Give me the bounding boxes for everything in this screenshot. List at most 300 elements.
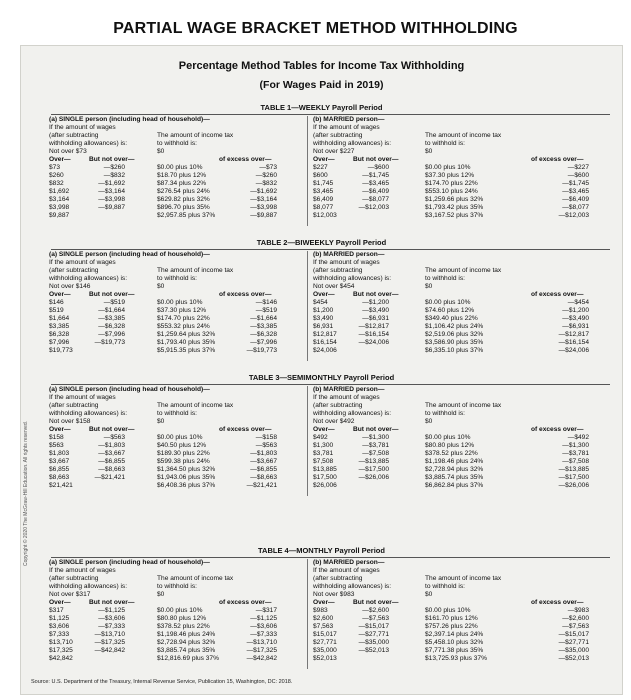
excess-column — [549, 434, 589, 490]
table-cell: —$6,409 — [362, 188, 389, 195]
table-cell: $42,842 — [49, 655, 73, 662]
over-header: Over— — [49, 156, 71, 163]
section-heading: (a) SINGLE person (including head of household)— — [49, 251, 210, 258]
excess-over-header: of excess over— — [531, 156, 584, 163]
table-cell: $13,885 — [313, 466, 337, 473]
over-column — [313, 299, 339, 355]
after-subtracting-label: (after subtracting — [49, 402, 99, 409]
if-amount-label: If the amount of wages — [313, 394, 380, 401]
table-cell: $7,333 — [49, 631, 70, 638]
table-caption-4: TABLE 4—MONTHLY Payroll Period — [258, 546, 385, 555]
table-cell: $161.70 plus 12% — [425, 615, 478, 622]
table-cell: $1,793.42 plus 35% — [425, 204, 484, 211]
table-cell: —$600 — [367, 164, 389, 171]
table-cell: —$9,887 — [250, 212, 277, 219]
table-cell: $1,106.42 plus 24% — [425, 323, 484, 330]
wages-period: (For Wages Paid in 2019) — [259, 79, 384, 91]
single-section-1 — [49, 116, 329, 236]
table-cell: $13,710 — [49, 639, 73, 646]
table-cell: —$3,781 — [562, 450, 589, 457]
table-cell: $276.54 plus 24% — [157, 188, 210, 195]
table-cell: $7,996 — [49, 339, 70, 346]
table-cell: —$146 — [255, 299, 277, 306]
excess-column — [549, 299, 589, 355]
table-cell: $1,745 — [313, 180, 334, 187]
table-cell: $1,198.46 plus 24% — [157, 631, 216, 638]
table-cell: $17,500 — [313, 474, 337, 481]
table-cell: $896.70 plus 35% — [157, 204, 210, 211]
not-over-row — [49, 591, 329, 599]
table-cell: —$1,200 — [362, 299, 389, 306]
not-over-value: Not over $983 — [313, 591, 355, 598]
table-cell: $227 — [313, 164, 328, 171]
to-withhold-label: to withhold is: — [425, 275, 465, 282]
table-cell: —$3,998 — [250, 204, 277, 211]
table-cell: $189.30 plus 22% — [157, 450, 210, 457]
table-cell: $6,409 — [313, 196, 334, 203]
table-cell: —$260 — [255, 172, 277, 179]
table-cell: $146 — [49, 299, 64, 306]
table-cell: —$13,885 — [558, 466, 589, 473]
table-cell: —$24,006 — [358, 339, 389, 346]
table-cell: $9,887 — [49, 212, 70, 219]
if-amount-label: If the amount of wages — [49, 394, 116, 401]
table-rule — [51, 249, 610, 250]
table-cell: $19,773 — [49, 347, 73, 354]
table-cell: $3,385 — [49, 323, 70, 330]
table-cell: —$1,803 — [98, 442, 125, 449]
table-cell: $18.70 plus 12% — [157, 172, 207, 179]
table-cell: —$52,013 — [558, 655, 589, 662]
not-over-row — [313, 418, 593, 426]
over-column — [49, 434, 75, 490]
table-cell: —$12,817 — [558, 331, 589, 338]
column-header-row — [49, 426, 329, 434]
withholding-label: withholding allowances) is: — [49, 275, 128, 282]
after-subtracting-label: (after subtracting — [313, 575, 363, 582]
table-cell: —$2,600 — [562, 615, 589, 622]
section-heading: (a) SINGLE person (including head of household)— — [49, 559, 210, 566]
not-over-row — [49, 283, 329, 291]
table-cell: —$26,006 — [358, 474, 389, 481]
table-cell: —$563 — [255, 442, 277, 449]
not-over-value: Not over $158 — [49, 418, 91, 425]
table-cell: $629.82 plus 32% — [157, 196, 210, 203]
table-cell: $1,125 — [49, 615, 70, 622]
table-cell: —$15,017 — [358, 623, 389, 630]
column-header-row — [313, 156, 593, 164]
table-cell: —$1,300 — [362, 434, 389, 441]
table-cell: —$1,745 — [562, 180, 589, 187]
table-cell: $40.50 plus 12% — [157, 442, 207, 449]
over-header: Over— — [313, 156, 335, 163]
section-heading: (b) MARRIED person— — [313, 116, 385, 123]
amount-column — [157, 299, 237, 355]
zero-tax-value: $0 — [425, 591, 433, 598]
table-rule — [51, 114, 610, 115]
not-over-row — [313, 283, 593, 291]
table-cell: $553.32 plus 24% — [157, 323, 210, 330]
table-cell: —$13,710 — [246, 639, 277, 646]
table-cell: $3,167.52 plus 37% — [425, 212, 484, 219]
table-cell: $158 — [49, 434, 64, 441]
table-cell: $1,259.64 plus 32% — [157, 331, 216, 338]
single-section-4 — [49, 559, 329, 679]
table-cell: —$1,125 — [250, 615, 277, 622]
married-section-3 — [313, 386, 593, 506]
table-cell: —$9,887 — [98, 204, 125, 211]
table-cell: —$17,325 — [246, 647, 277, 654]
table-cell: $378.52 plus 22% — [157, 623, 210, 630]
table-cell: —$42,842 — [94, 647, 125, 654]
if-amount-label: If the amount of wages — [49, 124, 116, 131]
table-cell: —$35,000 — [358, 639, 389, 646]
table-cell: $7,771.38 plus 35% — [425, 647, 484, 654]
over-column — [313, 164, 339, 220]
table-cell: —$35,000 — [558, 647, 589, 654]
table-cell: $492 — [313, 434, 328, 441]
section-heading: (b) MARRIED person— — [313, 251, 385, 258]
amount-tax-label: The amount of income tax — [157, 132, 234, 139]
but-not-over-column — [85, 434, 125, 482]
table-cell: —$19,773 — [246, 347, 277, 354]
table-cell: $87.34 plus 22% — [157, 180, 207, 187]
table-cell: $73 — [49, 164, 61, 171]
to-withhold-label: to withhold is: — [425, 410, 465, 417]
table-cell: —$227 — [567, 164, 589, 171]
zero-tax-value: $0 — [425, 283, 433, 290]
table-cell: $1,200 — [313, 307, 334, 314]
table-cell: $26,006 — [313, 482, 337, 489]
table-cell: $6,862.84 plus 37% — [425, 482, 484, 489]
table-cell: $317 — [49, 607, 64, 614]
excess-over-header: of excess over— — [219, 291, 272, 298]
table-cell: —$158 — [255, 434, 277, 441]
but-not-over-column — [349, 434, 389, 482]
but-not-over-header: But not over— — [353, 291, 399, 298]
not-over-value: Not over $73 — [49, 148, 87, 155]
zero-tax-value: $0 — [157, 283, 165, 290]
excess-over-header: of excess over— — [219, 156, 272, 163]
table-cell: —$7,333 — [98, 623, 125, 630]
amount-tax-label: The amount of income tax — [425, 267, 502, 274]
table-cell: —$519 — [255, 307, 277, 314]
table-cell: —$492 — [567, 434, 589, 441]
table-cell: —$832 — [255, 180, 277, 187]
table-cell: $0.00 plus 10% — [157, 299, 203, 306]
not-over-row — [49, 148, 329, 156]
table-cell: —$21,421 — [94, 474, 125, 481]
subtitle: Percentage Method Tables for Income Tax Withholding — [178, 60, 465, 72]
table-cell: —$21,421 — [246, 482, 277, 489]
table-cell: $1,943.06 plus 35% — [157, 474, 216, 481]
after-subtracting-label: (after subtracting — [49, 575, 99, 582]
but-not-over-column — [349, 164, 389, 212]
table-cell: —$6,931 — [562, 323, 589, 330]
table-cell: —$260 — [103, 164, 125, 171]
table-cell: $349.40 plus 22% — [425, 315, 478, 322]
table-cell: —$7,996 — [250, 339, 277, 346]
not-over-value: Not over $227 — [313, 148, 355, 155]
table-cell: —$1,803 — [250, 450, 277, 457]
excess-over-header: of excess over— — [531, 291, 584, 298]
zero-tax-value: $0 — [157, 418, 165, 425]
table-cell: $6,328 — [49, 331, 70, 338]
amount-column — [425, 607, 505, 663]
withholding-label: withholding allowances) is: — [313, 275, 392, 282]
table-cell: $5,915.35 plus 37% — [157, 347, 216, 354]
table-cell: —$15,017 — [558, 631, 589, 638]
table-cell: —$3,490 — [562, 315, 589, 322]
table-cell: $0.00 plus 10% — [157, 607, 203, 614]
over-header: Over— — [313, 426, 335, 433]
table-cell: $24,006 — [313, 347, 337, 354]
table-cell: —$3,465 — [362, 180, 389, 187]
single-section-3 — [49, 386, 329, 506]
table-cell: $2,600 — [313, 615, 334, 622]
table-cell: $8,663 — [49, 474, 70, 481]
table-cell: —$3,385 — [98, 315, 125, 322]
table-cell: $80.80 plus 12% — [157, 615, 207, 622]
table-cell: —$1,745 — [362, 172, 389, 179]
table-cell: —$7,563 — [562, 623, 589, 630]
table-cell: $378.52 plus 22% — [425, 450, 478, 457]
if-amount-label: If the amount of wages — [313, 259, 380, 266]
over-header: Over— — [313, 599, 335, 606]
section-heading: (b) MARRIED person— — [313, 386, 385, 393]
table-cell: —$1,125 — [98, 607, 125, 614]
copyright-notice: Copyright © 2020 The McGraw-Hill Education. All rights reserved. — [23, 420, 29, 566]
table-cell: $174.70 plus 22% — [425, 180, 478, 187]
to-withhold-label: to withhold is: — [157, 410, 197, 417]
not-over-row — [313, 591, 593, 599]
table-cell: —$3,998 — [98, 196, 125, 203]
zero-tax-value: $0 — [157, 148, 165, 155]
amount-tax-label: The amount of income tax — [157, 267, 234, 274]
table-cell: —$7,563 — [362, 615, 389, 622]
table-cell: $8,077 — [313, 204, 334, 211]
section-heading: (a) SINGLE person (including head of household)— — [49, 386, 210, 393]
table-cell: $7,563 — [313, 623, 334, 630]
table-cell: $2,728.94 plus 32% — [157, 639, 216, 646]
table-cell: —$3,606 — [250, 623, 277, 630]
table-caption-3: TABLE 3—SEMIMONTHLY Payroll Period — [248, 373, 395, 382]
table-cell: $6,855 — [49, 466, 70, 473]
table-cell: —$12,817 — [358, 323, 389, 330]
column-header-row — [313, 599, 593, 607]
amount-tax-label: The amount of income tax — [157, 402, 234, 409]
table-cell: —$8,663 — [98, 466, 125, 473]
table-cell: $5,458.10 plus 32% — [425, 639, 484, 646]
table-cell: —$13,885 — [358, 458, 389, 465]
excess-over-header: of excess over— — [531, 599, 584, 606]
but-not-over-column — [85, 607, 125, 655]
not-over-value: Not over $492 — [313, 418, 355, 425]
table-cell: $74.60 plus 12% — [425, 307, 475, 314]
table-cell: —$17,500 — [358, 466, 389, 473]
but-not-over-column — [349, 607, 389, 655]
table-cell: —$42,842 — [246, 655, 277, 662]
table-cell: —$3,465 — [562, 188, 589, 195]
table-cell: —$519 — [103, 299, 125, 306]
table-cell: —$19,773 — [94, 339, 125, 346]
table-cell: —$6,855 — [98, 458, 125, 465]
but-not-over-header: But not over— — [353, 156, 399, 163]
married-section-2 — [313, 251, 593, 371]
table-cell: —$8,077 — [362, 196, 389, 203]
table-cell: —$3,667 — [98, 450, 125, 457]
table-rule — [51, 384, 610, 385]
table-cell: $2,957.85 plus 37% — [157, 212, 216, 219]
after-subtracting-label: (after subtracting — [313, 267, 363, 274]
amount-tax-label: The amount of income tax — [157, 575, 234, 582]
table-cell: $6,335.10 plus 37% — [425, 347, 484, 354]
withholding-label: withholding allowances) is: — [49, 410, 128, 417]
withholding-label: withholding allowances) is: — [49, 140, 128, 147]
table-cell: $3,998 — [49, 204, 70, 211]
table-cell: —$1,664 — [98, 307, 125, 314]
table-cell: —$7,996 — [98, 331, 125, 338]
source-note: Source: U.S. Department of the Treasury, Internal Revenue Service, Publication 15, Washington, DC: 2018. — [31, 679, 293, 685]
table-cell: —$3,606 — [98, 615, 125, 622]
table-cell: $757.26 plus 22% — [425, 623, 478, 630]
column-header-row — [49, 599, 329, 607]
but-not-over-column — [85, 164, 125, 212]
excess-column — [237, 434, 277, 490]
over-column — [49, 164, 75, 220]
table-cell: $1,198.46 plus 24% — [425, 458, 484, 465]
table-cell: —$3,164 — [250, 196, 277, 203]
over-column — [49, 299, 75, 355]
if-amount-label: If the amount of wages — [313, 567, 380, 574]
table-cell: —$17,325 — [94, 639, 125, 646]
but-not-over-header: But not over— — [89, 426, 135, 433]
table-cell: —$1,300 — [562, 442, 589, 449]
married-section-4 — [313, 559, 593, 679]
amount-tax-label: The amount of income tax — [425, 132, 502, 139]
table-cell: $12,817 — [313, 331, 337, 338]
table-cell: —$27,771 — [558, 639, 589, 646]
table-cell: $13,725.93 plus 37% — [425, 655, 487, 662]
amount-column — [157, 164, 237, 220]
table-cell: —$600 — [567, 172, 589, 179]
table-cell: $2,728.94 plus 32% — [425, 466, 484, 473]
to-withhold-label: to withhold is: — [425, 140, 465, 147]
table-cell: $16,154 — [313, 339, 337, 346]
table-cell: —$7,508 — [362, 450, 389, 457]
column-header-row — [313, 291, 593, 299]
withholding-label: withholding allowances) is: — [313, 410, 392, 417]
withholding-label: withholding allowances) is: — [313, 583, 392, 590]
table-caption-1: TABLE 1—WEEKLY Payroll Period — [260, 103, 383, 112]
table-cell: —$6,409 — [562, 196, 589, 203]
column-header-row — [49, 291, 329, 299]
excess-over-header: of excess over— — [531, 426, 584, 433]
table-cell: $15,017 — [313, 631, 337, 638]
amount-column — [425, 434, 505, 490]
table-rule — [51, 557, 610, 558]
but-not-over-column — [349, 299, 389, 347]
if-amount-label: If the amount of wages — [49, 259, 116, 266]
table-cell: —$24,006 — [558, 347, 589, 354]
table-cell: $599.38 plus 24% — [157, 458, 210, 465]
table-cell: —$3,164 — [98, 188, 125, 195]
table-cell: $37.30 plus 12% — [425, 172, 475, 179]
table-cell: $832 — [49, 180, 64, 187]
over-header: Over— — [313, 291, 335, 298]
table-cell: $0.00 plus 10% — [425, 607, 471, 614]
tax-table-sheet — [20, 45, 623, 695]
table-cell: —$2,600 — [362, 607, 389, 614]
section-heading: (b) MARRIED person— — [313, 559, 385, 566]
table-cell: $2,519.06 plus 32% — [425, 331, 484, 338]
over-column — [49, 607, 75, 663]
table-cell: $3,606 — [49, 623, 70, 630]
table-cell: —$7,508 — [562, 458, 589, 465]
excess-column — [237, 299, 277, 355]
table-cell: —$16,154 — [558, 339, 589, 346]
table-cell: $1,300 — [313, 442, 334, 449]
table-cell: —$6,931 — [362, 315, 389, 322]
table-cell: —$454 — [567, 299, 589, 306]
table-cell: —$13,710 — [94, 631, 125, 638]
but-not-over-header: But not over— — [89, 599, 135, 606]
not-over-value: Not over $454 — [313, 283, 355, 290]
table-cell: $3,465 — [313, 188, 334, 195]
table-cell: —$8,077 — [562, 204, 589, 211]
table-cell: $174.70 plus 22% — [157, 315, 210, 322]
amount-column — [425, 299, 505, 355]
zero-tax-value: $0 — [157, 591, 165, 598]
table-cell: $1,803 — [49, 450, 70, 457]
excess-column — [549, 607, 589, 663]
table-cell: —$7,333 — [250, 631, 277, 638]
table-cell: —$12,003 — [358, 204, 389, 211]
table-cell: $3,885.74 plus 35% — [157, 647, 216, 654]
table-cell: —$563 — [103, 434, 125, 441]
table-cell: $0.00 plus 10% — [157, 164, 203, 171]
table-cell: $0.00 plus 10% — [157, 434, 203, 441]
table-cell: $21,421 — [49, 482, 73, 489]
zero-tax-value: $0 — [425, 418, 433, 425]
amount-tax-label: The amount of income tax — [425, 575, 502, 582]
table-cell: $17,325 — [49, 647, 73, 654]
after-subtracting-label: (after subtracting — [49, 267, 99, 274]
after-subtracting-label: (after subtracting — [313, 402, 363, 409]
over-column — [313, 607, 339, 663]
table-cell: —$17,500 — [558, 474, 589, 481]
table-cell: $2,397.14 plus 24% — [425, 631, 484, 638]
table-cell: $6,408.36 plus 37% — [157, 482, 216, 489]
to-withhold-label: to withhold is: — [157, 583, 197, 590]
table-cell: $6,931 — [313, 323, 334, 330]
table-cell: —$317 — [255, 607, 277, 614]
if-amount-label: If the amount of wages — [49, 567, 116, 574]
table-cell: $1,664 — [49, 315, 70, 322]
but-not-over-header: But not over— — [353, 426, 399, 433]
table-cell: $519 — [49, 307, 64, 314]
if-amount-label: If the amount of wages — [313, 124, 380, 131]
over-header: Over— — [49, 599, 71, 606]
table-cell: —$6,855 — [250, 466, 277, 473]
table-cell: $600 — [313, 172, 328, 179]
column-header-row — [313, 426, 593, 434]
table-cell: $563 — [49, 442, 64, 449]
table-cell: $3,781 — [313, 450, 334, 457]
table-cell: $80.80 plus 12% — [425, 442, 475, 449]
table-cell: $0.00 plus 10% — [425, 299, 471, 306]
excess-column — [237, 164, 277, 220]
